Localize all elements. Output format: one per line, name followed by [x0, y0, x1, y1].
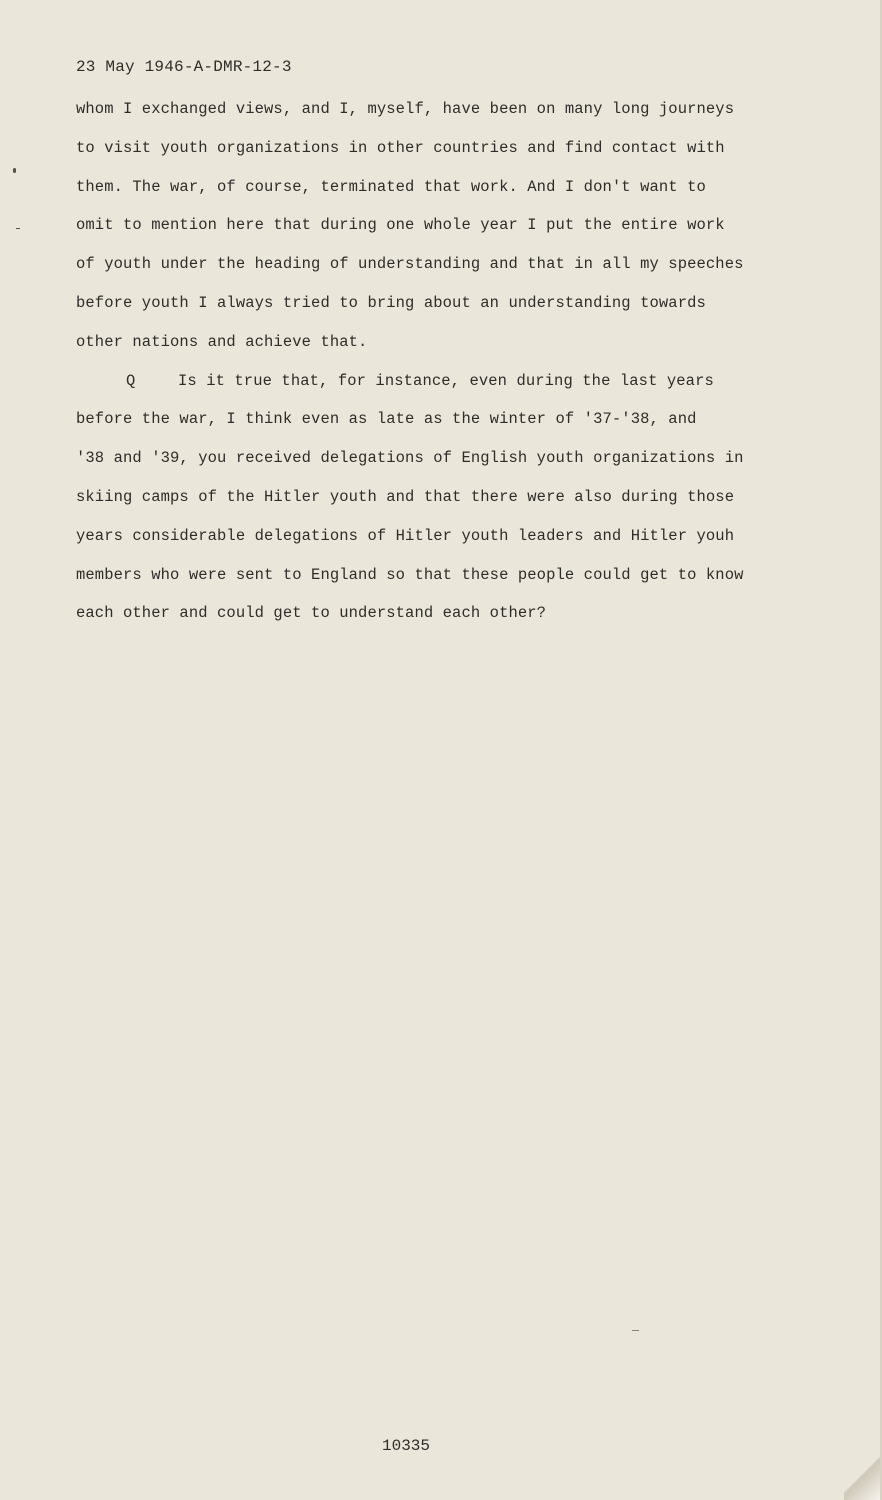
transcript-line-12: years considerable delegations of Hitler youth leaders and Hitler youh: [76, 526, 735, 545]
paper-mark: [632, 1330, 639, 1331]
transcript-line-3: them. The war, of course, terminated that work. And I don't want to: [76, 177, 706, 196]
page-number: 10335: [382, 1437, 431, 1455]
transcript-line-1: whom I exchanged views, and I, myself, have been on many long journeys: [76, 100, 735, 118]
transcript-line-10: '38 and '39, you received delegations of English youth organizations in: [76, 449, 744, 468]
corner-fold: [844, 1450, 880, 1500]
question-line: [76, 368, 776, 407]
question-text-start: Is it true that, for instance, even during the last years: [178, 371, 714, 390]
question-marker: Q: [126, 371, 136, 390]
margin-mark: [16, 228, 20, 229]
transcript-line-6: before youth I always tried to bring about an understanding towards: [76, 293, 706, 312]
transcript-line-14: each other and could get to understand each other?: [76, 604, 547, 623]
transcript-line-13: members who were sent to England so that these people could get to know: [76, 565, 744, 584]
transcript-line-5: of youth under the heading of understanding and that in all my speeches: [76, 255, 744, 274]
transcript-body: [76, 96, 776, 639]
transcript-line-11: skiing camps of the Hitler youth and that there were also during those: [76, 487, 735, 506]
transcript-line-9: before the war, I think even as late as the winter of '37-'38, and: [76, 410, 697, 429]
transcript-line-2: to visit youth organizations in other countries and find contact with: [76, 138, 725, 157]
document-reference: 23 May 1946-A-DMR-12-3: [76, 58, 292, 76]
margin-mark: [13, 168, 16, 173]
transcript-line-7: other nations and achieve that.: [76, 332, 368, 351]
transcript-line-4: omit to mention here that during one whole year I put the entire work: [76, 216, 725, 235]
